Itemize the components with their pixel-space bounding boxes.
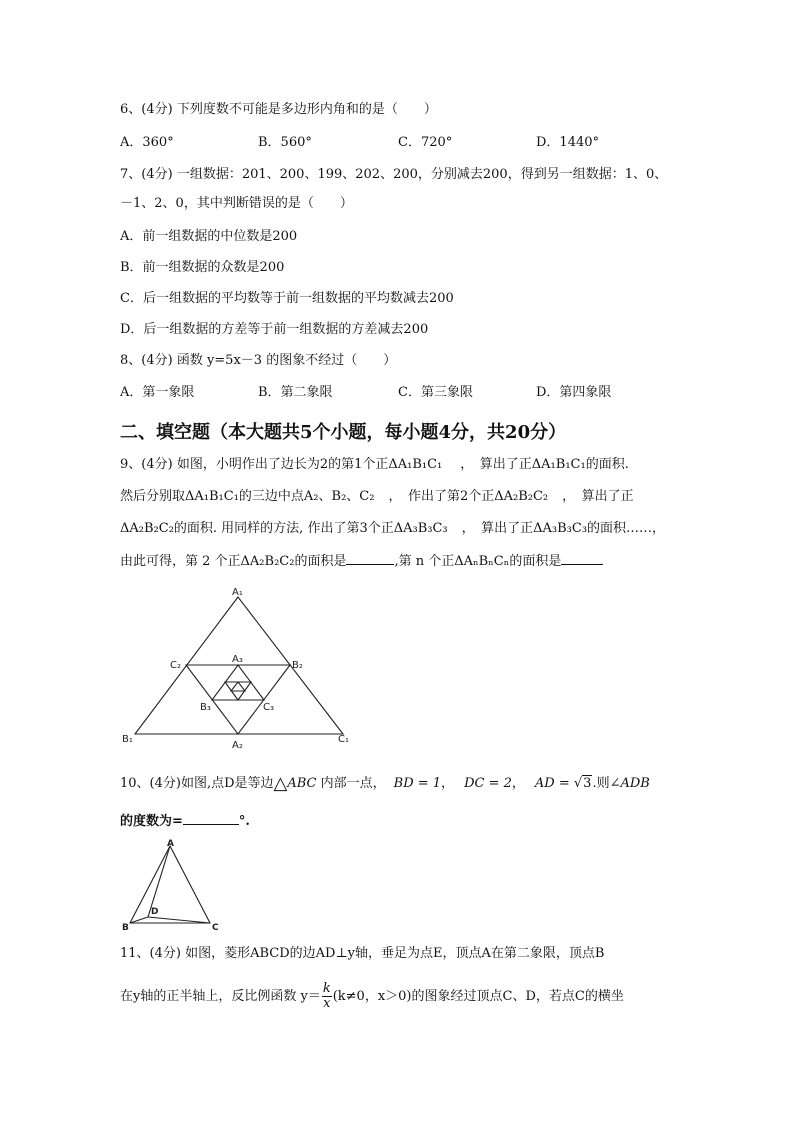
q9-answer-blank-1[interactable]: [346, 550, 394, 565]
q10-line2: [120, 810, 250, 832]
q10-ad-radicand: 3: [583, 776, 592, 791]
q9-line3: [120, 519, 665, 539]
q6-option-d: D．1440°: [536, 135, 600, 150]
q8-option-d: D．第四象限: [536, 385, 612, 400]
q9-line3-a: ΔA₂B₂C₂的面积. 用同样的方法, 作出了第3个正ΔA₃B₃C₃: [120, 521, 448, 536]
q8-option-a: A．第一象限: [120, 385, 195, 400]
q10-dc: DC = 2: [464, 776, 512, 791]
q8-option-c: C．第三象限: [398, 385, 473, 400]
q10-abc: ABC: [287, 776, 317, 791]
q11-fraction: [322, 982, 332, 1011]
q6-option-c: C．720°: [398, 135, 453, 150]
q11-line1: 11、(4分) 如图，菱形ABCD的边AD⊥y轴，垂足为点E，顶点A在第二象限，顶点B: [120, 946, 605, 961]
q7-option-a: A．前一组数据的中位数是200: [120, 229, 298, 244]
q9-line2-c: ， 算出了正: [562, 489, 634, 504]
label-c1: C₁: [338, 734, 349, 745]
q10-adb: ADB: [620, 776, 650, 791]
q10-line2-a: 的度数为=: [120, 814, 183, 829]
q10-line1-a: 10、(4分)如图,点D是等边: [120, 776, 274, 791]
q11-fraction-numerator: k: [322, 981, 331, 996]
q9-line3-b: ， 算出了正ΔA₃B₃C₃的面积……，: [461, 521, 666, 536]
q11-line2-a: 在y轴的正半轴上，反比例函数 y＝: [120, 989, 321, 1004]
q7-option-c: C．后一组数据的平均数等于前一组数据的平均数减去200: [120, 291, 454, 306]
q10-bd: BD = 1: [393, 776, 442, 791]
q9-line2: [120, 487, 634, 507]
q8-option-b: B．第二象限: [258, 385, 333, 400]
q9-line4: [120, 550, 603, 572]
label-a1: A₁: [232, 587, 243, 598]
q7-option-d: D．后一组数据的方差等于前一组数据的方差减去200: [120, 322, 429, 337]
q10-line1-c: .则∠: [592, 776, 621, 791]
q10-line2-b: °.: [238, 814, 250, 829]
q9-answer-blank-2[interactable]: [561, 550, 603, 565]
q9-line2-b: ， 作出了第2个正ΔA₂B₂C₂: [388, 489, 549, 504]
q10-line1-b: 内部一点，: [316, 776, 386, 791]
label-c: C: [212, 923, 219, 933]
label-b: B: [122, 923, 129, 933]
section-title: 二、填空题（本大题共5个小题，每小题4分，共20分）: [120, 422, 567, 443]
q10-ad: AD =: [534, 776, 574, 791]
q11-line2-b: (k≠0，x＞0)的图象经过顶点C、D，若点C的横坐: [332, 989, 624, 1004]
q11-line2: [120, 982, 624, 1011]
q6-option-b: B．560°: [258, 135, 312, 150]
label-a2: A₂: [232, 740, 243, 751]
q6-option-a: A．360°: [120, 135, 174, 150]
q7-option-b: B．前一组数据的众数是200: [120, 260, 285, 275]
label-b2: B₂: [292, 660, 303, 671]
label-c3: C₃: [263, 702, 274, 713]
q10-answer-blank[interactable]: [183, 810, 239, 825]
label-b1: B₁: [122, 734, 133, 745]
q9-line4-b: ,第 n 个正ΔAₙBₙCₙ的面积是: [394, 554, 562, 569]
triangle-5: [231, 682, 245, 691]
q7-stem-line1: 7、(4分) 一组数据：201、200、199、202、200，分别减去200，得到另一组数据：1、0、: [120, 167, 668, 182]
q10-line1: 10、(4分)如图,点D是等边△ABC 内部一点， BD = 1， DC = 2， AD = √3.则∠ADB: [120, 773, 650, 794]
label-b3: B₃: [200, 702, 211, 713]
q7-stem-line2: －1、2、0，其中判断错误的是（ ）: [120, 196, 353, 211]
q9-line1: [120, 455, 629, 475]
label-a3: A₃: [232, 654, 243, 665]
q10-triangle-figure: [118, 838, 228, 934]
q9-line1-b: ， 算出了正ΔA₁B₁C₁的面积.: [460, 457, 629, 472]
q11-fraction-denominator: x: [323, 996, 331, 1011]
q8-stem: 8、(4分) 函数 y=5x－3 的图象不经过（ ）: [120, 353, 397, 368]
q9-line1-a: 9、(4分) 如图，小明作出了边长为2的第1个正ΔA₁B₁C₁: [120, 457, 443, 472]
segment-dc: [148, 917, 210, 923]
triangle-abc: [130, 846, 210, 923]
label-a: A: [167, 839, 174, 849]
q9-line2-a: 然后分别取ΔA₁B₁C₁的三边中点A₂、B₂、C₂: [120, 489, 375, 504]
q9-triangle-figure: [120, 582, 360, 752]
q6-stem: 6、(4分) 下列度数不可能是多边形内角和的是（ ）: [120, 102, 437, 117]
q9-line4-a: 由此可得，第 2 个正ΔA₂B₂C₂的面积是: [120, 554, 347, 569]
label-c2: C₂: [170, 660, 181, 671]
q10-triangle-symbol: △: [273, 773, 288, 794]
label-d: D: [151, 907, 159, 917]
